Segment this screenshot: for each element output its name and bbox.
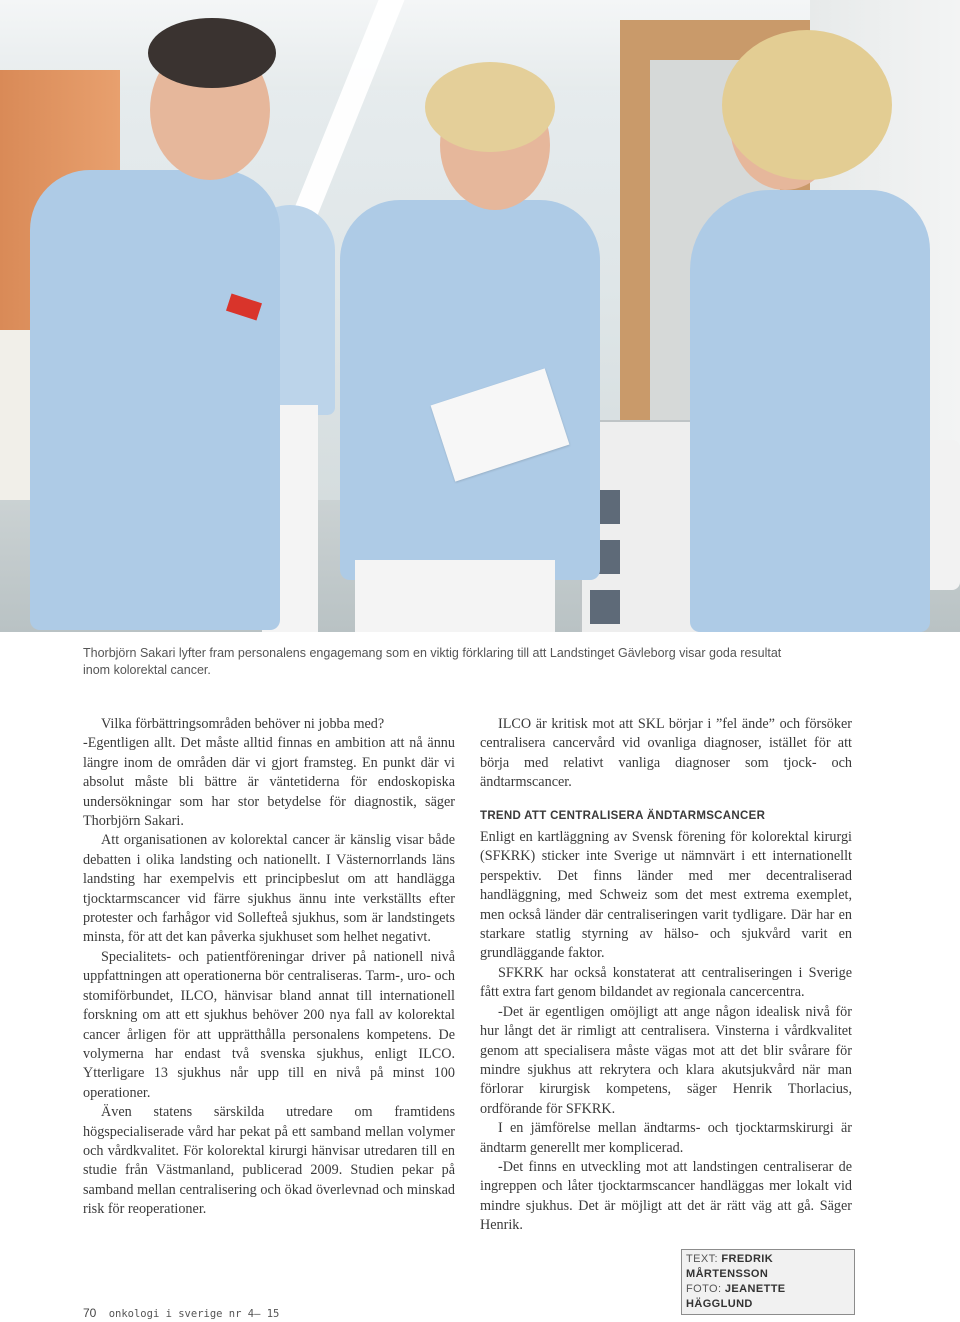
article-photo xyxy=(0,0,960,632)
right-intro-paragraph: ILCO är kritisk mot att SKL börjar i ”fel ände” och försöker centralisera cancervård vid ovanliga diagnoser, istället för att börja med relativt vanliga diagnoser som tjock- och ändtarmscancer. xyxy=(480,716,852,791)
left-paragraph: Att organisationen av kolorektal cancer är känslig visar både debatten i olika landsting och nationellt. I Västernorrlands läns landsting har exempelvis ett principbeslut om att handlägga tjocktarmscancer vid färre sjukhus ännu inte verkställts efter protester och farhågor vid Sollefteå sjukhus, som är landstingets minsta, för att det kan påverka sjukhuset som helhet negativt. xyxy=(83,832,455,946)
photo-cart-drawer xyxy=(590,590,620,624)
section-heading: TREND ATT CENTRALISERA ÄNDTARMSCANCER xyxy=(480,809,766,822)
right-paragraph: -Det finns en utveckling mot att landstingen centraliserar de ingreppen och låter tjocktarmscancer handläggas mer lokalt vid mindre sjukhus. Det är möjligt att det är rätt väg att gå. Säger Henrik. xyxy=(480,1158,852,1234)
left-paragraph: Specialitets- och patientföreningar driver på nationell nivå uppfattningen att operationerna bör centraliseras. Tarm-, uro- och stomiförbundet, ILCO, hänvisar bland annat till internationell forskning om att ett sjukhus behöver 200 nya fall av kolorektal cancer årligen för att upprätthålla personalens kompetens. De volymerna har endast två svenska sjukhus, enligt ILCO. Ytterligare 13 sjukhus når upp till en nivå på minst 100 operationer. xyxy=(83,948,455,1101)
credit-text-line xyxy=(686,1252,850,1282)
credits-box xyxy=(681,1249,855,1315)
credit-photo-name: JEANETTE HÄGGLUND xyxy=(686,1283,786,1310)
photo-woman-right xyxy=(690,190,930,632)
right-column xyxy=(480,715,852,1236)
credit-photo-line xyxy=(686,1282,850,1312)
right-paragraph: SFKRK har också konstaterat att centraliseringen i Sverige fått extra fart genom bildandet av regionala cancercentra. xyxy=(480,964,852,1001)
page-footer xyxy=(83,1306,279,1320)
left-paragraph: Även statens särskilda utredare om framtidens högspecialiserade vård har pekat på ett samband mellan volymer och vårdkvalitet. För kolorektal kirurgi hänvisar utredaren till en studie från Västmanland, publicerad 2009. Studien pekar på samband mellan centralisering och ökad överlevnad och minskad risk för reoperationer. xyxy=(83,1104,455,1218)
photo-man xyxy=(30,170,280,630)
photo-man-hair xyxy=(148,18,276,88)
credit-text-name: FREDRIK MÅRTENSSON xyxy=(686,1253,774,1280)
right-paragraph: -Det är egentligen omöjligt att ange någon idealisk nivå för hur långt det är rimligt att centralisera. Vinsterna i vårdkvalitet genom att specialisera måste vägas mot att det blir svårare för mindre sjukhus att rekrytera och klara akutsjukvård när man förlorar kirurgisk kompetens, säger Henrik Thorlacius, ordförande för SFKRK. xyxy=(480,1003,852,1117)
publication-name: onkologi i sverige nr 4– 15 xyxy=(108,1308,280,1320)
credit-text-label: TEXT: xyxy=(686,1253,718,1265)
right-paragraph: Enligt en kartläggning av Svensk förening för kolorektal kirurgi (SFKRK) sticker inte Sverige ut nämnvärt i ett internationellt perspektiv. Det finns länder med mer decentraliserad handläggning, med Schweiz som det mest extrema exemplet, men också länder där centraliseringen varit tydligare. Där har en starkare statlig styrning av hälso- och sjukvård varit en grundläggande faktor. xyxy=(480,829,852,962)
left-column xyxy=(83,715,455,1220)
left-paragraph: Vilka förbättringsområden behöver ni jobba med? xyxy=(101,716,385,732)
left-paragraph: -Egentligen allt. Det måste alltid finnas en ambition att nå ännu längre inom de områden där vi gjort framsteg. En punkt där vi absolut måste bli bättre är väntetiderna för endoskopiska undersökningar som har stor betydelse för diagnostik, säger Thorbjörn Sakari. xyxy=(83,735,455,830)
photo-woman-right-hair xyxy=(722,30,892,180)
photo-woman-center xyxy=(340,200,600,580)
right-paragraph: I en jämförelse mellan ändtarms- och tjocktarmskirurgi är ändtarm generellt mer komplicerad. xyxy=(480,1120,852,1156)
photo-woman-center-pants xyxy=(355,560,555,632)
photo-woman-center-hair xyxy=(425,62,555,152)
credit-photo-label: FOTO: xyxy=(686,1283,722,1295)
page-number: 70 xyxy=(83,1306,97,1320)
photo-caption: Thorbjörn Sakari lyfter fram personalens engagemang som en viktig förklaring till att Landstinget Gävleborg visar goda resultat inom kolorektal cancer. xyxy=(83,646,782,677)
